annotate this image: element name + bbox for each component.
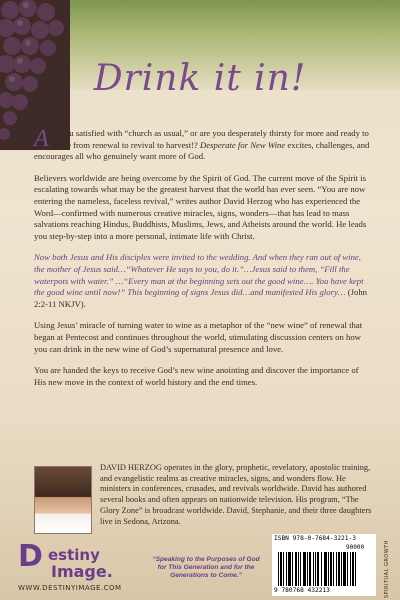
- quote-reference: (John 2:2-11 NKJV).: [34, 287, 368, 309]
- book-title: Desperate for New Wine: [200, 139, 286, 150]
- description-body: [34, 128, 372, 398]
- publisher-tagline: “Speaking to the Purposes of God for This Generation and for the Generations to Come.”: [152, 556, 260, 579]
- intro-paragraph: [34, 128, 372, 163]
- intro-text-1: re you satisfied with “church as usual,” or are you desperately thirsty for more and ready to move from renewal to revival to harvest!?: [51, 128, 369, 150]
- drop-cap: A: [34, 126, 49, 152]
- scripture-quote: [34, 252, 372, 310]
- barcode-bars: [278, 552, 368, 586]
- publisher-logo: [18, 539, 128, 581]
- page-title: Drink it in!: [93, 58, 307, 99]
- intro-text-2: excites, challenges, and encourages all who genuinely want more of God.: [34, 139, 370, 162]
- isbn-text: ISBN 978-0-7684-3221-3: [274, 535, 356, 542]
- logo-letter-d: D: [18, 539, 43, 574]
- paragraph-2: Believers worldwide are being overcome by the Spirit of God. The current move of the Spirit is escalating towards what may be the greatest harvest that the world has ever seen. “You are now entering the nameless, faceless revival,” writes author David Herzog who has experienced the Word—confirmed with numerous creative miracles, signs, wonders—that has lead to mass salvations reaching Hindus, Buddhists, Muslims, Jews, and Atheists around the world. He leads you step-by-step into a more personal, intimate life with Christ.: [34, 172, 367, 241]
- paragraph-5: You are handed the keys to receive God’s new wine anointing and discover the importance of His new move in the context of world history and the end times.: [34, 365, 359, 387]
- barcode-number: 9 780768 432213: [274, 587, 330, 594]
- author-photo: [34, 466, 92, 534]
- publisher-url: WWW.DESTINYIMAGE.COM: [18, 584, 122, 592]
- author-bio: DAVID HERZOG operates in the glory, prophetic, revelatory, apostolic training, and evangelistic realms as creative miracles, signs, and wonders flow. He ministers in conferences, crusades, and revivals worldwide. David has authored several books and often appears on nationwide television. His program, “The Glory Zone” is broadcast worldwide. David, Stephanie, and their three daughters live in Sedona, Arizona.: [100, 463, 372, 526]
- price-code: 90000: [346, 544, 365, 551]
- logo-word-destiny: estiny: [48, 546, 100, 564]
- quote-text: Now both Jesus and His disciples were invited to the wedding. And when they ran out of wine, the mother of Jesus said…“Whatever He says to you, do it.”…Jesus said to them, “Fill the waterpots with water.” …“Every man at the beginning sets out the good wine…. You have kept the good wine until now!” This beginning of signs Jesus did…and manifested His glory…: [34, 252, 364, 298]
- book-category: SPIRITUAL GROWTH: [384, 540, 390, 599]
- paragraph-4: Using Jesus’ miracle of turning water to wine as a metaphor of the “new wine” of renewal that began at Pentecost and continues throughout the world, stimulating discussion centers on how you can drink in the new wine of God’s supernatural presence and love.: [34, 320, 363, 354]
- logo-word-image: Image.: [51, 562, 113, 581]
